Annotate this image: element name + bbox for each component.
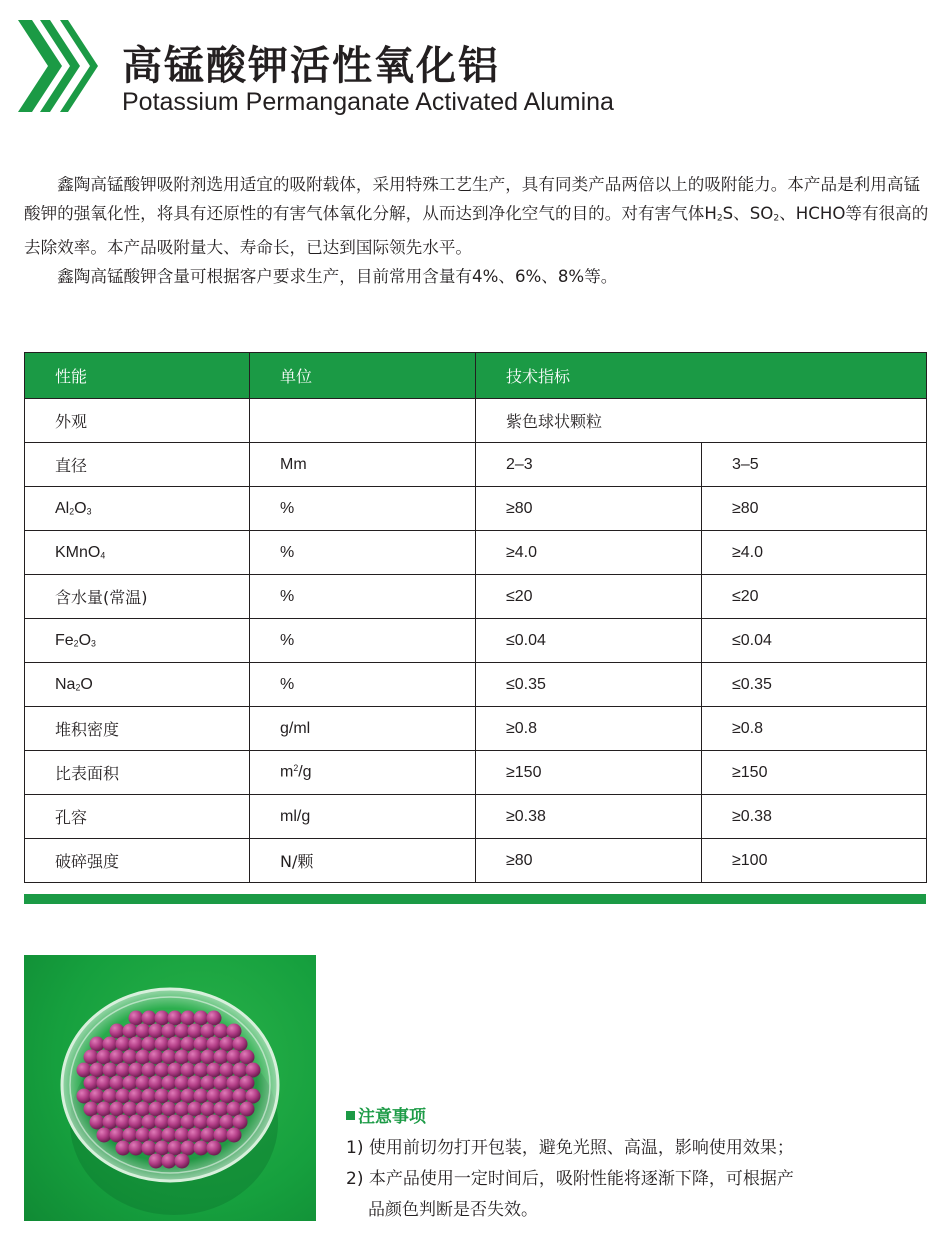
bead	[207, 1089, 222, 1104]
bead	[97, 1050, 112, 1065]
cell-value: ≥0.38	[476, 795, 702, 839]
bead	[155, 1063, 170, 1078]
bead	[175, 1128, 190, 1143]
intro-paragraph-1: 鑫陶高锰酸钾吸附剂选用适宜的吸附载体，采用特殊工艺生产，具有同类产品两倍以上的吸附能力。本产品是利用高锰酸钾的强氧化性，将具有还原性的有害气体氧化分解，从而达到净化空气的目的。对有害气体$H_2S$、$SO_2$、HCHO等有很高的去除效率。本产品吸附量大、寿命长，已达到国际领先水平。	[24, 175, 929, 258]
bead	[116, 1063, 131, 1078]
table-row	[25, 839, 927, 883]
bead	[110, 1076, 125, 1091]
cell-name: $Na_2O$	[25, 663, 250, 707]
bead	[155, 1011, 170, 1026]
bead	[90, 1063, 105, 1078]
bead	[240, 1102, 255, 1117]
cell-name: 孔容	[25, 795, 250, 839]
bead	[103, 1089, 118, 1104]
bead	[97, 1102, 112, 1117]
bead	[227, 1102, 242, 1117]
cell-value: ≥4.0	[702, 531, 927, 575]
bead	[129, 1141, 144, 1156]
bead	[201, 1050, 216, 1065]
bead	[129, 1011, 144, 1026]
bead	[207, 1063, 222, 1078]
bead	[155, 1141, 170, 1156]
bead	[155, 1089, 170, 1104]
bead	[116, 1037, 131, 1052]
bead	[181, 1089, 196, 1104]
cell-value: ≤0.35	[702, 663, 927, 707]
cell-unit: %	[250, 663, 476, 707]
bead	[175, 1076, 190, 1091]
bead	[110, 1024, 125, 1039]
cell-value: 3–5	[702, 443, 927, 487]
cell-value: ≥0.8	[702, 707, 927, 751]
bead	[110, 1102, 125, 1117]
bead	[220, 1063, 235, 1078]
bead	[194, 1089, 209, 1104]
bead	[181, 1141, 196, 1156]
cell-value: 2–3	[476, 443, 702, 487]
bead	[214, 1102, 229, 1117]
bead	[194, 1063, 209, 1078]
bead	[240, 1050, 255, 1065]
table-row	[25, 399, 927, 443]
bead	[188, 1102, 203, 1117]
page-subtitle: Potassium Permanganate Activated Alumina	[122, 88, 614, 116]
bead	[116, 1089, 131, 1104]
bead	[227, 1024, 242, 1039]
intro-text	[24, 170, 930, 291]
bead	[155, 1115, 170, 1130]
note-item-2-continued: 品颜色判断是否失效。	[368, 1200, 538, 1220]
bead	[142, 1141, 157, 1156]
note-item-1: 1) 使用前切勿打开包装，避免光照、高温，影响使用效果；	[346, 1138, 794, 1158]
cell-value: ≤20	[476, 575, 702, 619]
bead	[233, 1089, 248, 1104]
cell-value: ≤20	[702, 575, 927, 619]
bead	[207, 1141, 222, 1156]
table-row	[25, 487, 927, 531]
cell-unit	[250, 399, 476, 443]
bead	[181, 1115, 196, 1130]
table-row	[25, 619, 927, 663]
bead	[233, 1063, 248, 1078]
bead	[77, 1063, 92, 1078]
cell-value: ≥4.0	[476, 531, 702, 575]
bead	[77, 1089, 92, 1104]
bead	[214, 1076, 229, 1091]
bead	[168, 1063, 183, 1078]
bead	[142, 1089, 157, 1104]
cell-name: $Fe_2O_3$	[25, 619, 250, 663]
cell-value: ≤0.04	[476, 619, 702, 663]
bead	[123, 1076, 138, 1091]
bead	[142, 1063, 157, 1078]
bead	[194, 1141, 209, 1156]
square-bullet-icon	[346, 1111, 355, 1120]
bead	[129, 1089, 144, 1104]
cell-unit: Mm	[250, 443, 476, 487]
bead	[188, 1050, 203, 1065]
bead	[149, 1076, 164, 1091]
bead	[103, 1063, 118, 1078]
cell-name: 比表面积	[25, 751, 250, 795]
bead	[214, 1128, 229, 1143]
bead	[129, 1037, 144, 1052]
bead	[175, 1154, 190, 1169]
bead	[227, 1050, 242, 1065]
cell-value: ≥150	[476, 751, 702, 795]
bead	[142, 1011, 157, 1026]
cell-unit: g/ml	[250, 707, 476, 751]
bead	[162, 1050, 177, 1065]
bead	[97, 1076, 112, 1091]
cell-value: ≤0.04	[702, 619, 927, 663]
bead	[207, 1115, 222, 1130]
bead	[207, 1037, 222, 1052]
bead	[188, 1024, 203, 1039]
bead	[142, 1115, 157, 1130]
cell-value: ≥100	[702, 839, 927, 883]
bead	[136, 1050, 151, 1065]
cell-name: 堆积密度	[25, 707, 250, 751]
bead	[194, 1037, 209, 1052]
bead	[168, 1141, 183, 1156]
bead	[175, 1102, 190, 1117]
bead	[129, 1063, 144, 1078]
bead	[233, 1037, 248, 1052]
table-row	[25, 707, 927, 751]
table-row	[25, 663, 927, 707]
bead	[84, 1050, 99, 1065]
cell-value: ≤0.35	[476, 663, 702, 707]
bead	[214, 1050, 229, 1065]
bead	[220, 1115, 235, 1130]
bead	[103, 1037, 118, 1052]
bead	[97, 1128, 112, 1143]
table-row	[25, 443, 927, 487]
bead	[162, 1024, 177, 1039]
bead	[233, 1115, 248, 1130]
cell-value: ≥80	[702, 487, 927, 531]
bead	[168, 1089, 183, 1104]
bead	[136, 1024, 151, 1039]
table-row	[25, 575, 927, 619]
notes-section	[346, 1102, 926, 1226]
cell-unit: ml/g	[250, 795, 476, 839]
bead	[240, 1076, 255, 1091]
bead	[90, 1037, 105, 1052]
bead	[123, 1102, 138, 1117]
bead	[162, 1154, 177, 1169]
cell-name: $Al_2O_3$	[25, 487, 250, 531]
intro-paragraph-2: 鑫陶高锰酸钾含量可根据客户要求生产，目前常用含量有4%、6%、8%等。	[57, 267, 618, 287]
bead	[246, 1089, 261, 1104]
bead	[181, 1063, 196, 1078]
bead	[246, 1063, 261, 1078]
bead	[123, 1024, 138, 1039]
bead	[214, 1024, 229, 1039]
cell-value: ≥80	[476, 487, 702, 531]
cell-name: 外观	[25, 399, 250, 443]
chevron-logo-icon	[18, 20, 100, 112]
bead	[110, 1050, 125, 1065]
bead	[188, 1128, 203, 1143]
table-row	[25, 751, 927, 795]
table-row	[25, 795, 927, 839]
bead	[194, 1011, 209, 1026]
header-spec: 技术指标	[476, 353, 927, 399]
bead-dish-image	[24, 955, 316, 1221]
bead	[201, 1076, 216, 1091]
bead	[149, 1154, 164, 1169]
cell-name: 含水量(常温)	[25, 575, 250, 619]
bead	[136, 1128, 151, 1143]
bead	[123, 1128, 138, 1143]
bead	[201, 1102, 216, 1117]
cell-value: ≥150	[702, 751, 927, 795]
bead	[90, 1089, 105, 1104]
bead	[220, 1037, 235, 1052]
header-unit: 单位	[250, 353, 476, 399]
bead	[181, 1011, 196, 1026]
cell-name: KMnO$_4$	[25, 531, 250, 575]
bead	[227, 1076, 242, 1091]
cell-value: 紫色球状颗粒	[476, 399, 927, 443]
bead	[110, 1128, 125, 1143]
note-item-2: 2) 本产品使用一定时间后，吸附性能将逐渐下降，可根据产	[346, 1169, 794, 1189]
spec-table	[24, 352, 927, 883]
bead	[168, 1037, 183, 1052]
cell-unit: $m^2/g$	[250, 751, 476, 795]
bead	[149, 1128, 164, 1143]
cell-value: ≥0.8	[476, 707, 702, 751]
table-header-row	[25, 353, 927, 399]
bead	[84, 1102, 99, 1117]
cell-value: ≥80	[476, 839, 702, 883]
bead	[84, 1076, 99, 1091]
bead	[162, 1128, 177, 1143]
bead	[103, 1115, 118, 1130]
table-footer-bar	[24, 894, 926, 904]
bead	[162, 1102, 177, 1117]
bead	[194, 1115, 209, 1130]
bead	[155, 1037, 170, 1052]
bead	[142, 1037, 157, 1052]
bead	[129, 1115, 144, 1130]
cell-unit: %	[250, 487, 476, 531]
bead	[149, 1102, 164, 1117]
bead	[149, 1050, 164, 1065]
bead	[162, 1076, 177, 1091]
table-row	[25, 531, 927, 575]
bead	[220, 1089, 235, 1104]
cell-unit: %	[250, 619, 476, 663]
bead	[201, 1128, 216, 1143]
bead	[116, 1115, 131, 1130]
bead	[90, 1115, 105, 1130]
bead	[175, 1050, 190, 1065]
bead	[201, 1024, 216, 1039]
notes-title: 注意事项	[346, 1102, 926, 1133]
bead	[136, 1102, 151, 1117]
bead	[207, 1011, 222, 1026]
bead	[181, 1037, 196, 1052]
bead	[168, 1115, 183, 1130]
bead	[116, 1141, 131, 1156]
bead	[168, 1011, 183, 1026]
cell-name: 直径	[25, 443, 250, 487]
cell-unit: %	[250, 531, 476, 575]
cell-unit: N/颗	[250, 839, 476, 883]
header-property: 性能	[25, 353, 250, 399]
cell-unit: %	[250, 575, 476, 619]
cell-value: ≥0.38	[702, 795, 927, 839]
bead	[123, 1050, 138, 1065]
product-photo	[24, 955, 316, 1221]
page-title: 高锰酸钾活性氧化铝	[122, 43, 500, 89]
bead	[136, 1076, 151, 1091]
bead	[227, 1128, 242, 1143]
bead	[149, 1024, 164, 1039]
bead	[175, 1024, 190, 1039]
cell-name: 破碎强度	[25, 839, 250, 883]
bead	[188, 1076, 203, 1091]
